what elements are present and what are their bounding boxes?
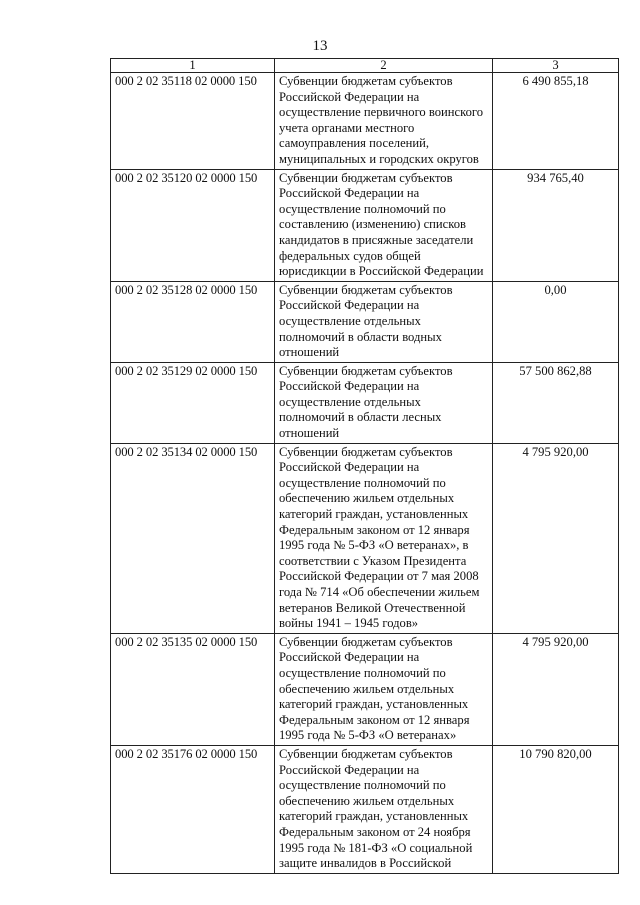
table-row [111, 73, 619, 170]
budget-code-cell: 000 2 02 35176 02 0000 150 [111, 745, 275, 873]
amount-cell: 57 500 862,88 [493, 362, 619, 443]
description-cell: Субвенции бюджетам субъектов Российской Федерации на осуществление полномочий по обеспечению жильем отдельных категорий граждан, установленных Федеральным законом от 12 января 1995 года № 5-ФЗ «О ветеранах» [275, 633, 493, 745]
table-row [111, 443, 619, 633]
budget-code-cell: 000 2 02 35129 02 0000 150 [111, 362, 275, 443]
description-cell: Субвенции бюджетам субъектов Российской Федерации на осуществление полномочий по обеспечению жильем отдельных категорий граждан, установленных Федеральным законом от 24 ноября 1995 года № 181-ФЗ «О социальной защите инвалидов в Российской [275, 745, 493, 873]
column-header-1: 1 [111, 59, 275, 73]
description-cell: Субвенции бюджетам субъектов Российской Федерации на осуществление полномочий по составлению (изменению) списков кандидатов в присяжные заседатели федеральных судов общей юрисдикции в Российской Федерации [275, 169, 493, 281]
amount-cell: 10 790 820,00 [493, 745, 619, 873]
column-header-3: 3 [493, 59, 619, 73]
amount-cell: 6 490 855,18 [493, 73, 619, 170]
budget-code-cell: 000 2 02 35134 02 0000 150 [111, 443, 275, 633]
table-row [111, 169, 619, 281]
budget-revenue-table [110, 58, 619, 874]
budget-code-cell: 000 2 02 35128 02 0000 150 [111, 281, 275, 362]
column-header-2: 2 [275, 59, 493, 73]
description-cell: Субвенции бюджетам субъектов Российской Федерации на осуществление отдельных полномочий в области водных отношений [275, 281, 493, 362]
budget-code-cell: 000 2 02 35135 02 0000 150 [111, 633, 275, 745]
table-row [111, 633, 619, 745]
budget-code-cell: 000 2 02 35120 02 0000 150 [111, 169, 275, 281]
table-row [111, 362, 619, 443]
table-header-row [111, 59, 619, 73]
amount-cell: 0,00 [493, 281, 619, 362]
description-cell: Субвенции бюджетам субъектов Российской Федерации на осуществление полномочий по обеспечению жильем отдельных категорий граждан, установленных Федеральным законом от 12 января 1995 года № 5-ФЗ «О ветеранах», в соответствии с Указом Президента Российской Федерации от 7 мая 2008 года № 714 «Об обеспечении жильем ветеранов Великой Отечественной войны 1941 – 1945 годов» [275, 443, 493, 633]
table-row [111, 281, 619, 362]
amount-cell: 4 795 920,00 [493, 443, 619, 633]
amount-cell: 934 765,40 [493, 169, 619, 281]
description-cell: Субвенции бюджетам субъектов Российской Федерации на осуществление первичного воинского учета органами местного самоуправления поселений, муниципальных и городских округов [275, 73, 493, 170]
amount-cell: 4 795 920,00 [493, 633, 619, 745]
description-cell: Субвенции бюджетам субъектов Российской Федерации на осуществление отдельных полномочий в области лесных отношений [275, 362, 493, 443]
page-number: 13 [312, 38, 328, 54]
budget-code-cell: 000 2 02 35118 02 0000 150 [111, 73, 275, 170]
table-row [111, 745, 619, 873]
